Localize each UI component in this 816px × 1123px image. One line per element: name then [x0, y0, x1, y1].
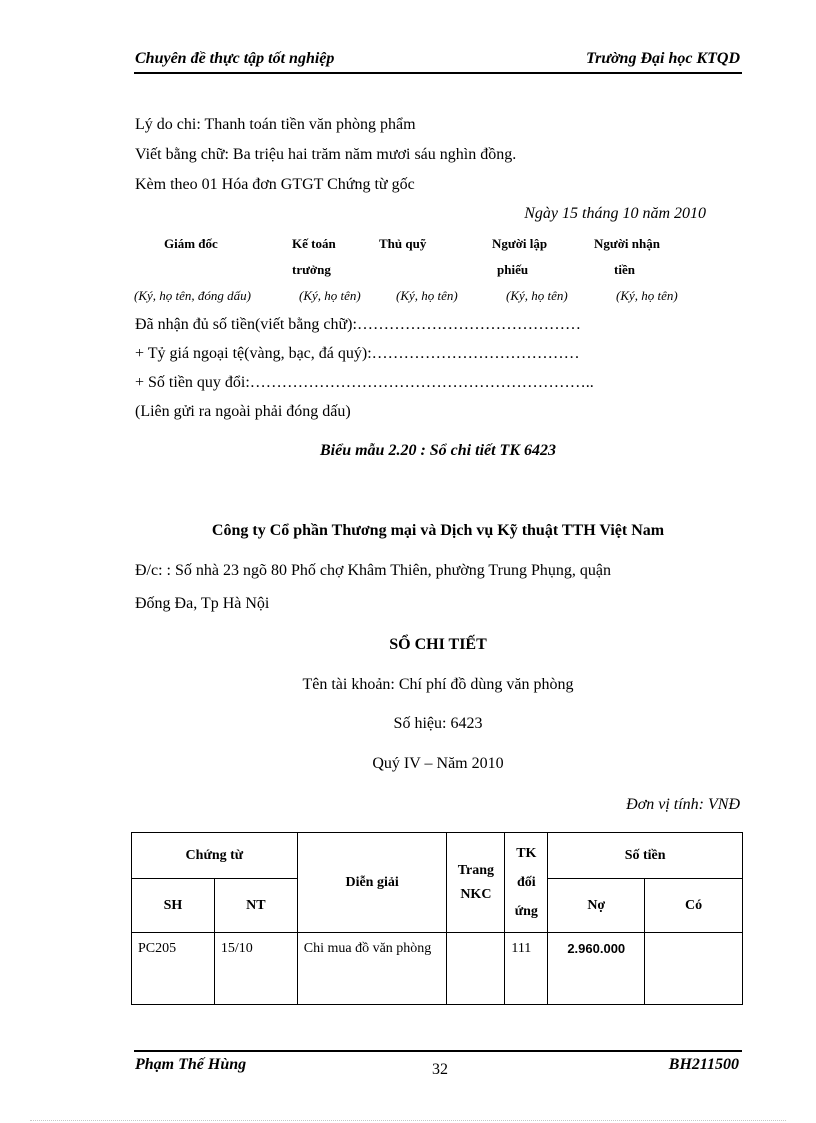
reason-line: Lý do chi: Thanh toán tiền văn phòng phẩm: [135, 116, 416, 133]
ledger-period: Quý IV – Năm 2010: [372, 755, 504, 772]
header-right: Trường Đại học KTQD: [585, 50, 740, 67]
cell-page: [447, 933, 505, 1005]
attached-line: Kèm theo 01 Hóa đơn GTGT Chứng từ gốc: [135, 176, 415, 193]
company-address-2: Đống Đa, Tp Hà Nội: [135, 595, 270, 612]
account-name: Tên tài khoản: Chí phí đồ dùng văn phòng: [302, 676, 574, 693]
cell-credit: [645, 933, 743, 1005]
signer-note-chief: (Ký, họ tên): [299, 288, 361, 303]
col-page: [447, 833, 505, 933]
col-page-line1: Trang: [457, 862, 495, 878]
col-voucher: Chứng từ: [132, 833, 298, 879]
signer-note-director: (Ký, họ tên, đóng dấu): [134, 288, 251, 303]
signer-preparer: Người lập: [492, 236, 548, 251]
unit-label: Đơn vị tính: VNĐ: [626, 796, 740, 813]
col-account-line3: ứng: [514, 904, 538, 919]
ledger-table: [131, 832, 743, 1005]
stamp-note: (Liên gửi ra ngoài phải đóng dấu): [135, 403, 351, 420]
cell-description: [297, 933, 447, 1005]
header-left: Chuyên đề thực tập tốt nghiệp: [135, 50, 335, 67]
signer-cashier: Thủ quỹ: [379, 236, 427, 251]
col-page-line2: NKC: [460, 886, 492, 902]
received-line: Đã nhận đủ số tiền(viết bằng chữ):……………………………………: [135, 316, 581, 333]
page-edge: [30, 1120, 786, 1121]
col-debit: Nợ: [548, 879, 645, 933]
col-sh: SH: [132, 879, 215, 933]
company-address-1: Đ/c: : Số nhà 23 ngõ 80 Phố chợ Khâm Thiên, phường Trung Phụng, quận: [135, 562, 611, 579]
exchange-rate-line: + Tỷ giá ngoại tệ(vàng, bạc, đá quý):…………………………………: [135, 345, 580, 362]
company-name: Công ty Cổ phần Thương mại và Dịch vụ Kỹ thuật TTH Việt Nam: [211, 522, 665, 539]
signer-receiver-2: tiền: [614, 262, 635, 277]
cell-account: 111: [505, 933, 548, 1005]
in-words-line: Viết bằng chữ: Ba triệu hai trăm năm mươi sáu nghìn đồng.: [135, 146, 517, 163]
form-caption: Biểu mẫu 2.20 : Sổ chi tiết TK 6423: [319, 442, 556, 459]
signer-receiver: Người nhận: [594, 236, 660, 251]
signer-chief-accountant-2: trưởng: [292, 262, 331, 277]
cell-sh: PC205: [132, 933, 215, 1005]
signer-note-cashier: (Ký, họ tên): [396, 288, 458, 303]
signer-preparer-2: phiếu: [497, 262, 529, 277]
signer-director: Giám đốc: [164, 236, 218, 251]
signer-chief-accountant: Kế toán: [292, 236, 336, 251]
footer-code: BH211500: [668, 1056, 739, 1073]
cell-description-text: Chi mua đồ văn phòng: [303, 941, 432, 956]
cell-nt: 15/10: [214, 933, 297, 1005]
header-rule: [134, 72, 742, 74]
col-nt: NT: [214, 879, 297, 933]
col-account-line1: TK: [516, 846, 537, 861]
signer-note-preparer: (Ký, họ tên): [506, 288, 568, 303]
table-row: [132, 933, 743, 1005]
voucher-date: Ngày 15 tháng 10 năm 2010: [524, 205, 706, 222]
col-credit: Có: [645, 879, 743, 933]
col-description: Diễn giải: [297, 833, 447, 933]
footer-page: 32: [432, 1061, 448, 1078]
cell-debit: 2.960.000: [548, 933, 645, 1005]
col-amount: Số tiền: [548, 833, 743, 879]
account-number: Số hiệu: 6423: [393, 715, 483, 732]
col-account-line2: đối: [516, 875, 536, 890]
col-account: [505, 833, 548, 933]
signer-note-receiver: (Ký, họ tên): [616, 288, 678, 303]
footer-rule: [134, 1050, 742, 1052]
converted-line: + Số tiền quy đổi:………………………………………………………..: [135, 374, 594, 391]
ledger-title: SỔ CHI TIẾT: [389, 636, 487, 653]
footer-author: Phạm Thế Hùng: [135, 1056, 247, 1073]
